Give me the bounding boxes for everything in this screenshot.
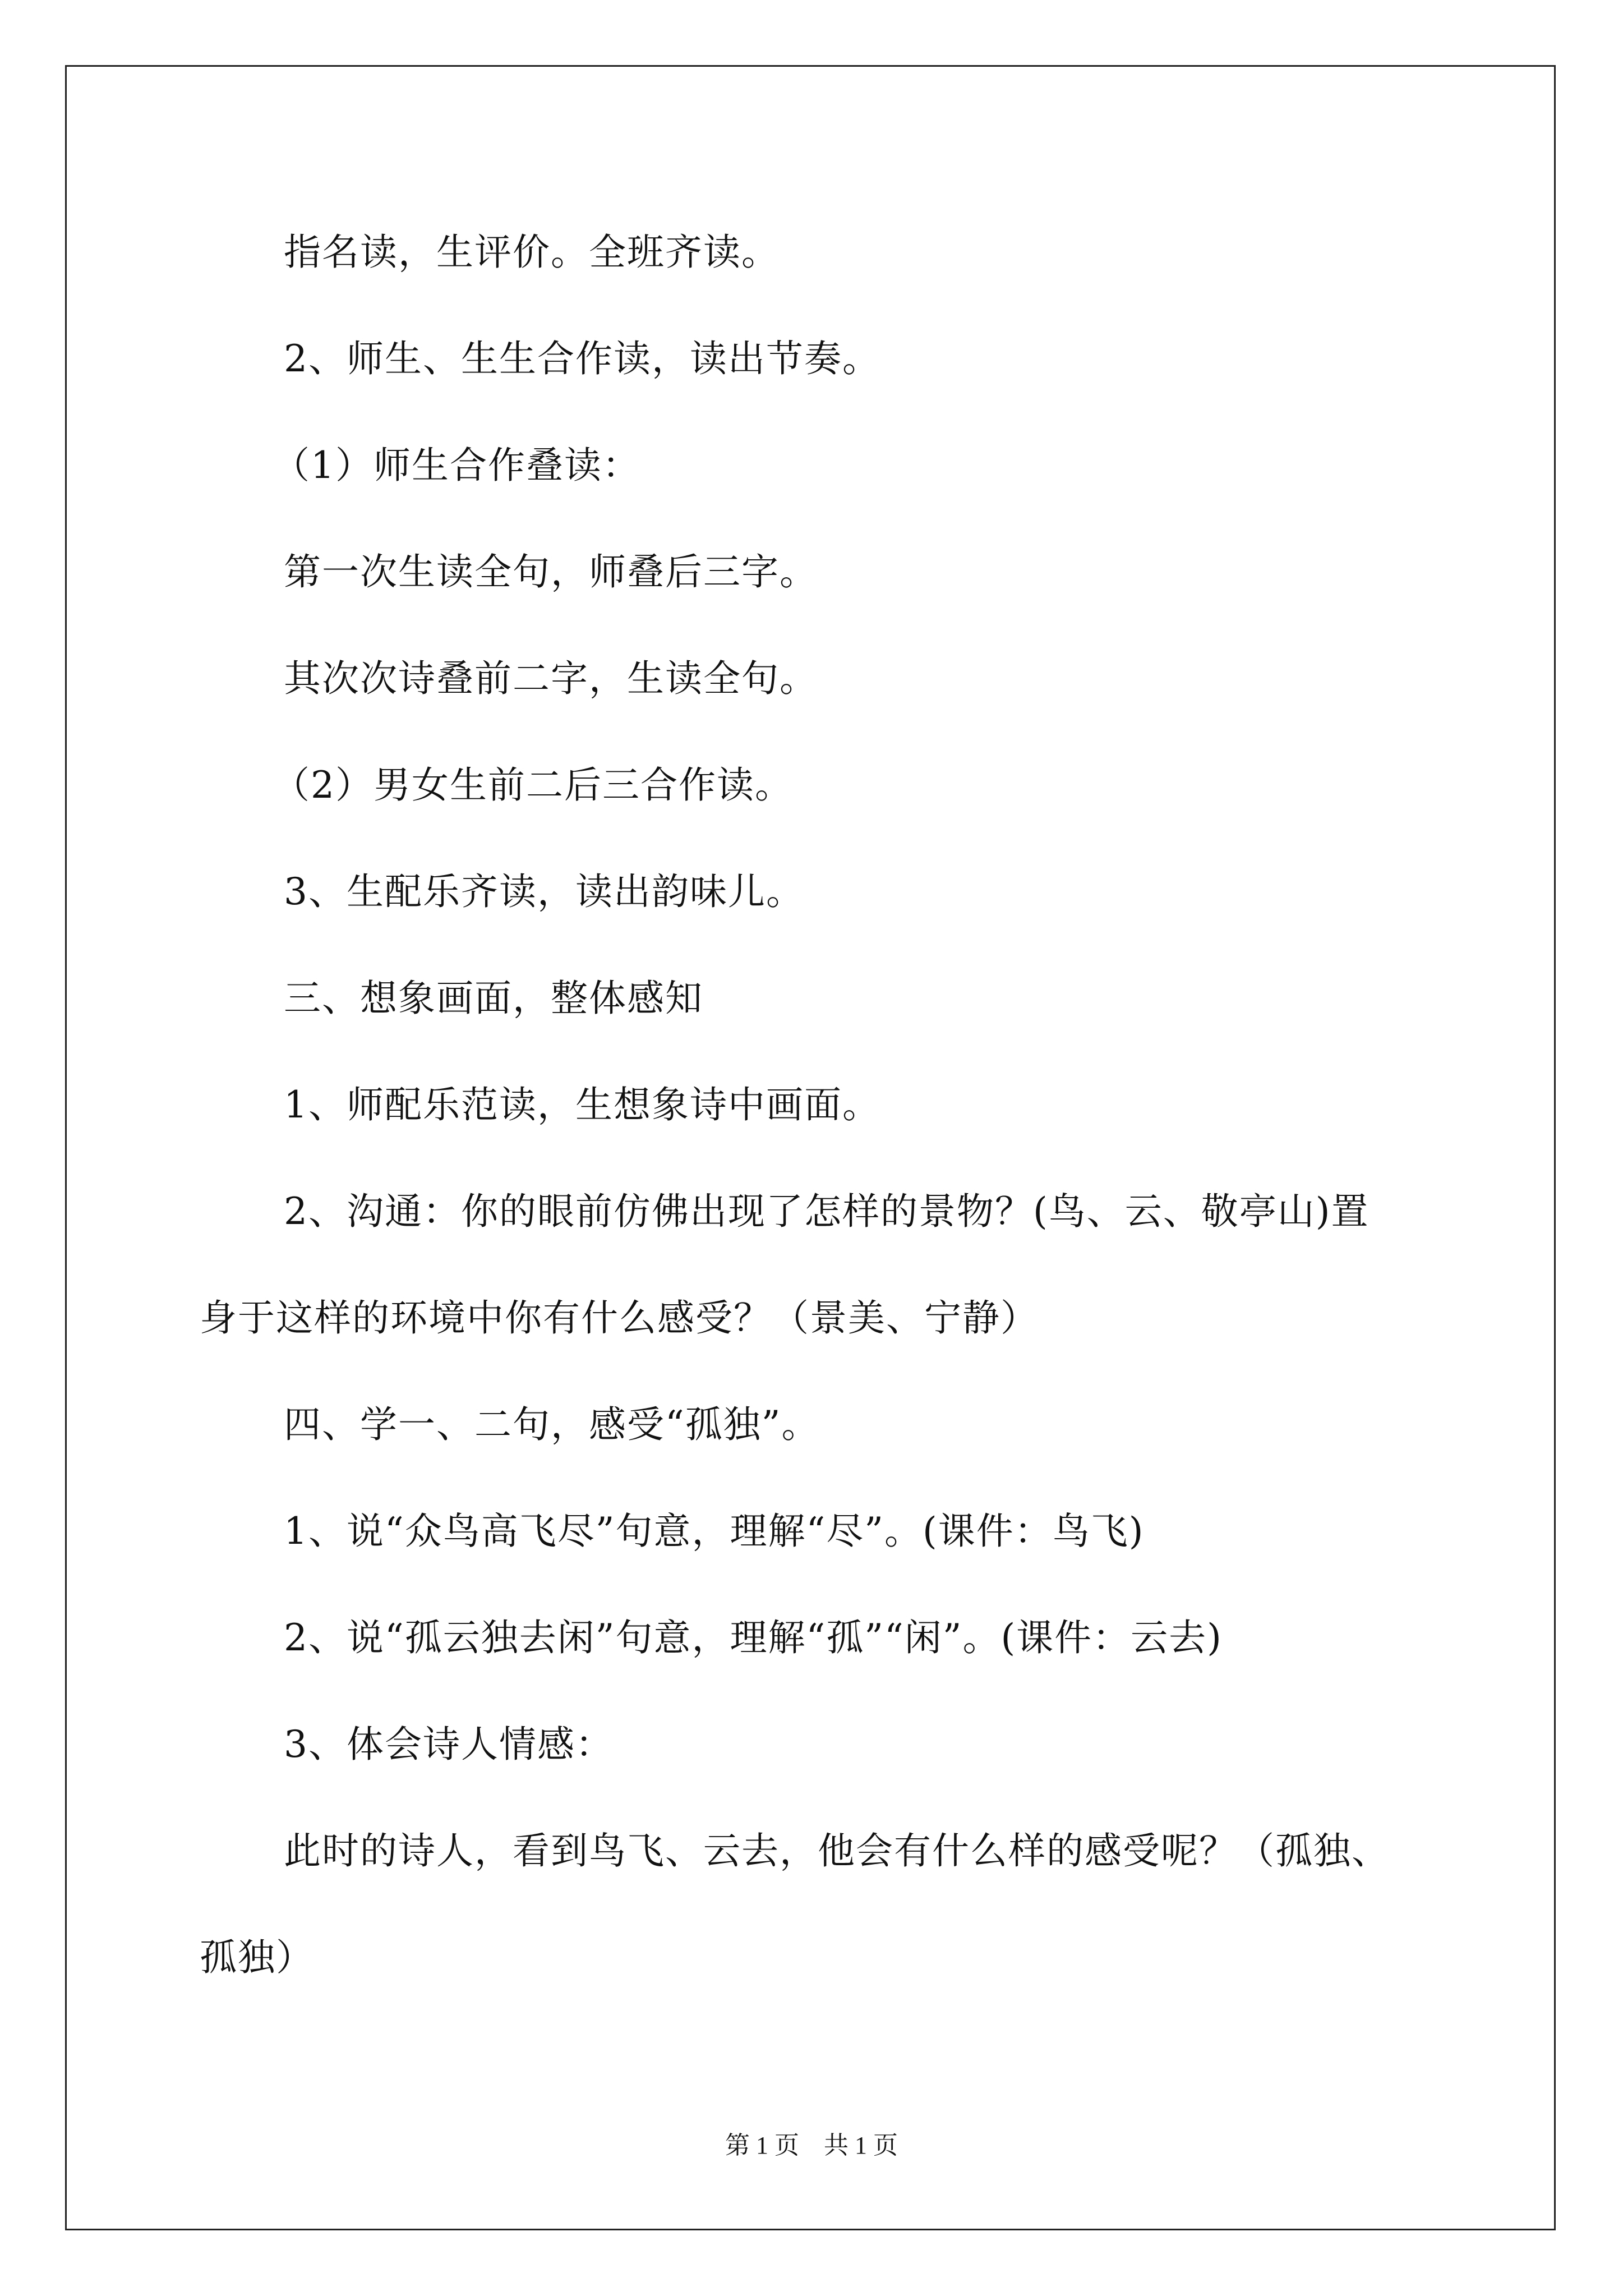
text-line-6: （2）男女生前二后三合作读。 (273, 763, 793, 807)
paragraph-communicate-first: 2、沟通：你的眼前仿佛出现了怎样的景物？(鸟、云、敬亭山)置 (284, 1190, 1370, 1233)
page-frame (65, 65, 1556, 2230)
paragraph-poet-first: 此时的诗人，看到鸟飞、云去，他会有什么样的感受呢？（孤独、 (284, 1829, 1390, 1872)
text-line-7: 3、生配乐齐读，读出韵味儿。 (284, 870, 804, 913)
text-line-jin: 1、说“众鸟高飞尽”句意，理解“尽”。(课件：鸟飞) (284, 1510, 1145, 1553)
section-heading-4: 四、学一、二句，感受“孤独”。 (284, 1403, 820, 1446)
section-heading-3: 三、想象画面，整体感知 (284, 977, 703, 1020)
paragraph-poet-rest: 孤独） (200, 1936, 314, 1979)
paragraph-communicate-rest: 身于这样的环境中你有什么感受？（景美、宁静） (200, 1296, 1039, 1340)
text-line-4: 第一次生读全句，师叠后三字。 (284, 550, 818, 593)
text-line-emotion: 3、体会诗人情感： (284, 1723, 614, 1766)
page-number-footer: 第 1 页 共 1 页 (725, 2132, 898, 2159)
text-line-5: 其次次诗叠前二字，生读全句。 (284, 657, 818, 700)
text-line-1: 指名读，生评价。全班齐读。 (284, 231, 780, 274)
text-line-gu-xian: 2、说“孤云独去闲”句意，理解“孤”“闲”。(课件：云去) (284, 1616, 1223, 1659)
text-line-9: 1、师配乐范读，生想象诗中画面。 (284, 1083, 880, 1126)
text-line-2: 2、师生、生生合作读，读出节奏。 (284, 337, 880, 380)
text-line-3: （1）师生合作叠读： (273, 444, 640, 487)
